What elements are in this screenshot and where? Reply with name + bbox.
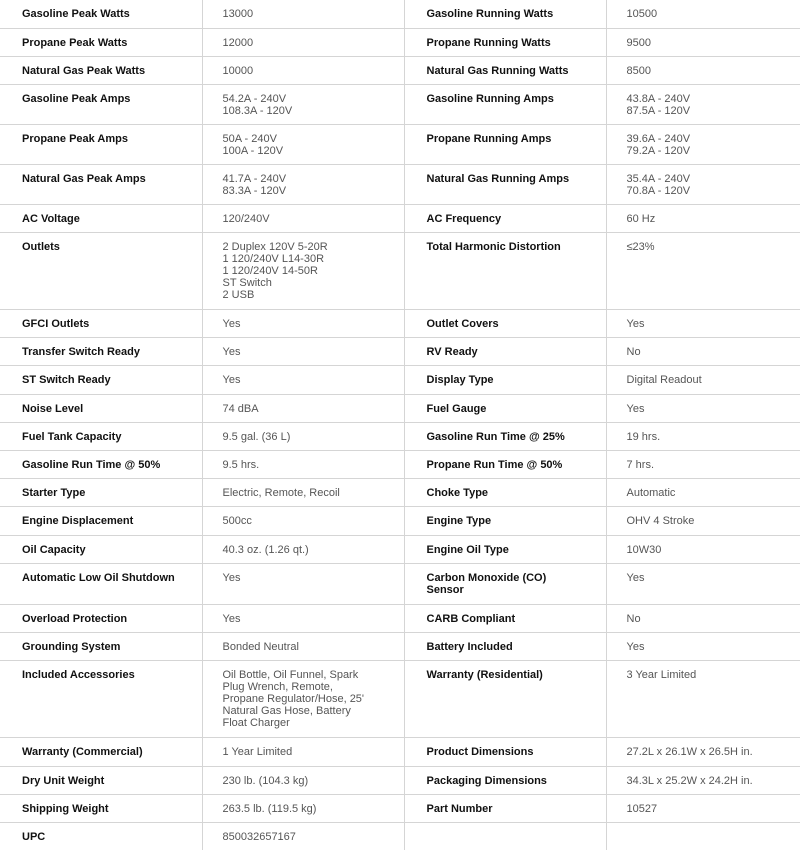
spec-value [606, 450, 800, 478]
spec-label: Included Accessories [0, 660, 202, 737]
spec-value-line: 54.2A - 240V [222, 92, 287, 105]
spec-value [202, 478, 404, 506]
spec-value-line: Yes [222, 612, 241, 625]
spec-value-line: Natural Gas Hose, Battery [222, 704, 351, 717]
spec-row [0, 794, 800, 822]
spec-value [606, 164, 800, 204]
spec-row [0, 232, 800, 309]
spec-value [606, 0, 800, 28]
spec-value [606, 422, 800, 450]
spec-value-line: 12000 [222, 36, 254, 49]
spec-label: Natural Gas Peak Amps [0, 164, 202, 204]
spec-value-line: 34.3L x 25.2W x 24.2H in. [626, 774, 753, 787]
spec-value-line: 2 Duplex 120V 5-20R [222, 240, 328, 253]
spec-value-line: 230 lb. (104.3 kg) [222, 774, 309, 787]
spec-row [0, 535, 800, 563]
spec-row [0, 337, 800, 365]
spec-label: UPC [0, 822, 202, 850]
spec-value [202, 124, 404, 164]
spec-value [606, 604, 800, 632]
spec-value-line: 1 120/240V 14-50R [222, 264, 318, 277]
spec-value [606, 124, 800, 164]
spec-row [0, 632, 800, 660]
spec-value [202, 604, 404, 632]
spec-value [202, 365, 404, 394]
spec-value-line: Plug Wrench, Remote, [222, 680, 333, 693]
spec-value-line: 9500 [626, 36, 651, 49]
spec-value-line: 2 USB [222, 288, 255, 301]
spec-label: Engine Oil Type [404, 535, 606, 563]
spec-value [202, 766, 404, 794]
spec-value [202, 535, 404, 563]
spec-value [202, 660, 404, 737]
spec-row [0, 164, 800, 204]
spec-value [202, 563, 404, 604]
spec-row [0, 478, 800, 506]
spec-label: Propane Peak Amps [0, 124, 202, 164]
spec-label: Oil Capacity [0, 535, 202, 563]
spec-label: Gasoline Running Watts [404, 0, 606, 28]
spec-value-line: 7 hrs. [626, 458, 655, 471]
spec-label: Carbon Monoxide (CO) Sensor [404, 563, 606, 604]
spec-value-line: 60 Hz [626, 212, 656, 225]
spec-row [0, 365, 800, 394]
spec-value [606, 28, 800, 56]
spec-value-line: Yes [626, 402, 645, 415]
spec-value-line: Electric, Remote, Recoil [222, 486, 340, 499]
spec-row [0, 737, 800, 766]
spec-value [606, 309, 800, 337]
spec-value [202, 506, 404, 535]
spec-label: Dry Unit Weight [0, 766, 202, 794]
spec-value [202, 737, 404, 766]
spec-value [606, 506, 800, 535]
spec-label: Gasoline Run Time @ 50% [0, 450, 202, 478]
spec-label: Total Harmonic Distortion [404, 232, 606, 309]
spec-label: Starter Type [0, 478, 202, 506]
spec-row [0, 394, 800, 422]
spec-label: ST Switch Ready [0, 365, 202, 394]
spec-value-line: 100A - 120V [222, 144, 284, 157]
spec-value-line: 79.2A - 120V [626, 144, 691, 157]
spec-label: Propane Run Time @ 50% [404, 450, 606, 478]
spec-value [606, 84, 800, 124]
spec-value-line: 120/240V [222, 212, 270, 225]
spec-value-line: 27.2L x 26.1W x 26.5H in. [626, 745, 753, 758]
spec-label: Transfer Switch Ready [0, 337, 202, 365]
spec-label: Warranty (Commercial) [0, 737, 202, 766]
spec-value-line: 10W30 [626, 543, 662, 556]
spec-label: Fuel Gauge [404, 394, 606, 422]
spec-value-line: Float Charger [222, 716, 290, 729]
spec-value [202, 394, 404, 422]
spec-value [202, 164, 404, 204]
spec-value [606, 563, 800, 604]
spec-label: Outlet Covers [404, 309, 606, 337]
spec-value [606, 535, 800, 563]
spec-value-line: Propane Regulator/Hose, 25' [222, 692, 365, 705]
spec-label: Part Number [404, 794, 606, 822]
spec-label: Gasoline Running Amps [404, 84, 606, 124]
spec-value [202, 232, 404, 309]
spec-value-line: 39.6A - 240V [626, 132, 691, 145]
spec-value [202, 450, 404, 478]
spec-value [606, 56, 800, 84]
spec-label: Product Dimensions [404, 737, 606, 766]
spec-label: Automatic Low Oil Shutdown [0, 563, 202, 604]
spec-row [0, 56, 800, 84]
spec-label: Fuel Tank Capacity [0, 422, 202, 450]
spec-label: CARB Compliant [404, 604, 606, 632]
spec-value [606, 632, 800, 660]
spec-label: Natural Gas Peak Watts [0, 56, 202, 84]
spec-row [0, 450, 800, 478]
spec-value [606, 365, 800, 394]
spec-value [606, 232, 800, 309]
spec-value-line: 19 hrs. [626, 430, 661, 443]
spec-row [0, 309, 800, 337]
spec-value [202, 56, 404, 84]
spec-label: Propane Running Watts [404, 28, 606, 56]
spec-label: Natural Gas Running Watts [404, 56, 606, 84]
spec-label: Gasoline Peak Watts [0, 0, 202, 28]
spec-row [0, 563, 800, 604]
spec-value [606, 204, 800, 232]
spec-value [202, 84, 404, 124]
spec-value [202, 822, 404, 850]
spec-value-line: OHV 4 Stroke [626, 514, 695, 527]
spec-label: Propane Peak Watts [0, 28, 202, 56]
spec-label: Grounding System [0, 632, 202, 660]
spec-value-line: 850032657167 [222, 830, 296, 843]
spec-label: Battery Included [404, 632, 606, 660]
spec-value [202, 204, 404, 232]
spec-row [0, 604, 800, 632]
spec-row [0, 28, 800, 56]
spec-value [202, 28, 404, 56]
spec-value-line: 13000 [222, 8, 254, 20]
spec-value-line: Oil Bottle, Oil Funnel, Spark [222, 668, 359, 681]
spec-value-line: Automatic [626, 486, 676, 499]
spec-value-line: ST Switch [222, 276, 272, 289]
spec-label: Engine Displacement [0, 506, 202, 535]
spec-value-line: 10527 [626, 802, 658, 815]
spec-row [0, 422, 800, 450]
spec-value-line: Yes [626, 571, 645, 584]
spec-label: Overload Protection [0, 604, 202, 632]
spec-value-line: Yes [222, 317, 241, 330]
spec-row [0, 84, 800, 124]
spec-label: Propane Running Amps [404, 124, 606, 164]
spec-value-line: 50A - 240V [222, 132, 277, 145]
spec-value [202, 309, 404, 337]
spec-label: Gasoline Peak Amps [0, 84, 202, 124]
spec-value-line: No [626, 345, 641, 358]
spec-value-line: Yes [626, 640, 645, 653]
spec-value-line: 10500 [626, 8, 658, 20]
spec-value-line: 10000 [222, 64, 254, 77]
spec-value-line: 70.8A - 120V [626, 184, 691, 197]
spec-label: Packaging Dimensions [404, 766, 606, 794]
spec-value [202, 632, 404, 660]
spec-value-line: 43.8A - 240V [626, 92, 691, 105]
spec-label [404, 822, 606, 850]
spec-value [202, 422, 404, 450]
spec-row [0, 660, 800, 737]
spec-value-line: No [626, 612, 641, 625]
spec-label: AC Frequency [404, 204, 606, 232]
spec-value [606, 794, 800, 822]
spec-row [0, 822, 800, 850]
spec-value-line: 108.3A - 120V [222, 104, 293, 117]
spec-value-line: 9.5 gal. (36 L) [222, 430, 291, 443]
spec-value-line: 8500 [626, 64, 651, 77]
spec-row [0, 766, 800, 794]
spec-value [202, 794, 404, 822]
spec-value-line: Yes [222, 571, 241, 584]
spec-value-line: Yes [222, 345, 241, 358]
spec-value-line: 3 Year Limited [626, 668, 697, 681]
spec-label: Display Type [404, 365, 606, 394]
spec-value-line: Yes [222, 373, 241, 386]
spec-label: RV Ready [404, 337, 606, 365]
spec-label: Natural Gas Running Amps [404, 164, 606, 204]
spec-value-line: Digital Readout [626, 373, 702, 386]
spec-value-line: 74 dBA [222, 402, 259, 415]
spec-value [202, 0, 404, 28]
spec-value [606, 478, 800, 506]
spec-row [0, 124, 800, 164]
spec-value [606, 766, 800, 794]
spec-row [0, 506, 800, 535]
spec-value [606, 337, 800, 365]
spec-label: Engine Type [404, 506, 606, 535]
spec-label: Gasoline Run Time @ 25% [404, 422, 606, 450]
spec-value [202, 337, 404, 365]
spec-row [0, 204, 800, 232]
spec-value [606, 737, 800, 766]
spec-value-line: 40.3 oz. (1.26 qt.) [222, 543, 309, 556]
spec-value-line: Bonded Neutral [222, 640, 299, 653]
spec-value-line: 500cc [222, 514, 252, 527]
spec-value [606, 822, 800, 850]
spec-label: Noise Level [0, 394, 202, 422]
spec-value-line: 83.3A - 120V [222, 184, 287, 197]
spec-value-line: 9.5 hrs. [222, 458, 260, 471]
spec-label: Shipping Weight [0, 794, 202, 822]
spec-value-line: 41.7A - 240V [222, 172, 287, 185]
spec-value [606, 394, 800, 422]
spec-value-line: 1 Year Limited [222, 745, 293, 758]
spec-label: Warranty (Residential) [404, 660, 606, 737]
spec-label: Outlets [0, 232, 202, 309]
spec-value-line: 35.4A - 240V [626, 172, 691, 185]
spec-value-line: Yes [626, 317, 645, 330]
spec-label: Choke Type [404, 478, 606, 506]
spec-value-line: ≤23% [626, 240, 655, 253]
spec-label: AC Voltage [0, 204, 202, 232]
spec-value [606, 660, 800, 737]
spec-value-line: 263.5 lb. (119.5 kg) [222, 802, 317, 815]
spec-row [0, 0, 800, 28]
spec-label: GFCI Outlets [0, 309, 202, 337]
spec-value-line: 87.5A - 120V [626, 104, 691, 117]
spec-value-line: 1 120/240V L14-30R [222, 252, 325, 265]
